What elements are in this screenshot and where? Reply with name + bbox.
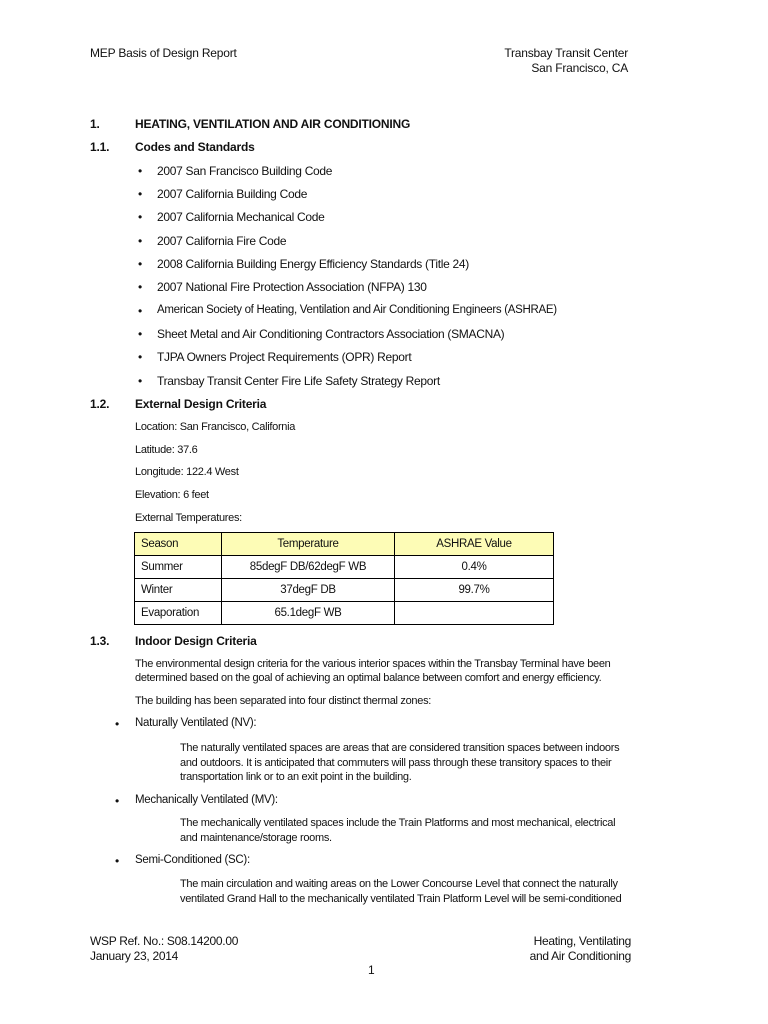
section-1-1-title: Codes and Standards [135,140,255,154]
list-item: 2008 California Building Energy Efficiency Standards (Title 24) [157,257,469,271]
thermal-zones-intro: The building has been separated into four distinct thermal zones: [135,695,432,707]
bullet-icon: • [138,350,143,364]
table-header-season: Season [135,533,222,556]
table-cell: 0.4% [395,556,554,579]
list-item: 2007 California Fire Code [157,234,287,248]
table-cell: 85degF DB/62degF WB [222,556,395,579]
table-header-ashrae-value: ASHRAE Value [395,533,554,556]
table-cell: Summer [135,556,222,579]
table-cell: 99.7% [395,579,554,602]
table-cell: Evaporation [135,602,222,625]
zone-description-sc: The main circulation and waiting areas on the Lower Concourse Level that connect the naturally ventilated Grand Hall to the mechanically ventilated Train Platform Level will be semi-conditioned [180,878,622,905]
list-item: American Society of Heating, Ventilation and Air Conditioning Engineers (ASHRAE) [157,304,557,316]
footer-section-name-line1: Heating, Ventilating [533,934,631,948]
section-1-title: HEATING, VENTILATION AND AIR CONDITIONING [135,117,411,131]
list-item: Sheet Metal and Air Conditioning Contractors Association (SMACNA) [157,327,505,341]
zone-description-mv: The mechanically ventilated spaces include the Train Platforms and most mechanical, electrical and maintenance/storage rooms. [180,817,616,844]
location-text: Location: San Francisco, California [135,421,296,433]
header-report-title: MEP Basis of Design Report [90,46,237,60]
bullet-icon: • [138,164,143,178]
elevation-text: Elevation: 6 feet [135,489,209,501]
table-header-row [135,533,554,556]
bullet-icon: • [138,210,143,224]
header-project [504,46,628,76]
table-header-temperature: Temperature [222,533,395,556]
footer-section-name-line2: and Air Conditioning [529,949,631,963]
table-row [135,556,554,579]
zone-label-sc: Semi-Conditioned (SC): [135,854,250,866]
bullet-icon: • [138,304,143,318]
section-1-1-number: 1.1. [90,140,110,154]
table-row [135,579,554,602]
list-item: 2007 National Fire Protection Association (NFPA) 130 [157,280,427,294]
external-temperatures-table [134,532,554,625]
zone-description-nv: The naturally ventilated spaces are areas that are considered transition spaces between indoors and outdoors. It is anticipated that commuters will pass through these transitory spaces to their transportation link or to an exit point in the building. [180,742,620,783]
footer-date: January 23, 2014 [90,949,178,963]
bullet-icon: • [138,327,143,341]
list-item: 2007 California Mechanical Code [157,210,325,224]
page-number: 1 [368,963,375,977]
latitude-text: Latitude: 37.6 [135,444,198,456]
footer-reference-number: WSP Ref. No.: S08.14200.00 [90,934,239,948]
zone-label-nv: Naturally Ventilated (NV): [135,717,257,729]
section-1-2-number: 1.2. [90,397,110,411]
header-project-location: San Francisco, CA [531,61,628,75]
zone-label-mv: Mechanically Ventilated (MV): [135,794,278,806]
list-item: 2007 California Building Code [157,187,308,201]
table-cell: 37degF DB [222,579,395,602]
list-item: 2007 San Francisco Building Code [157,164,333,178]
section-1-3-title: Indoor Design Criteria [135,634,257,648]
external-temperatures-label: External Temperatures: [135,512,242,524]
list-item: TJPA Owners Project Requirements (OPR) Report [157,350,412,364]
bullet-icon: • [115,717,120,731]
table-cell: 65.1degF WB [222,602,395,625]
table-row [135,602,554,625]
table-cell: Winter [135,579,222,602]
longitude-text: Longitude: 122.4 West [135,466,239,478]
bullet-icon: • [138,280,143,294]
section-1-3-number: 1.3. [90,634,110,648]
bullet-icon: • [115,794,120,808]
bullet-icon: • [138,187,143,201]
header-project-name: Transbay Transit Center [504,46,628,60]
section-1-2-title: External Design Criteria [135,397,267,411]
section-1-number: 1. [90,117,100,131]
bullet-icon: • [138,257,143,271]
list-item: Transbay Transit Center Fire Life Safety Strategy Report [157,374,440,388]
bullet-icon: • [138,374,143,388]
indoor-criteria-paragraph: The environmental design criteria for the various interior spaces within the Transbay Terminal have been determined based on the goal of achieving an optimal balance between comfort and energy efficiency. [135,658,611,684]
footer-right [530,934,631,964]
bullet-icon: • [115,854,120,868]
table-cell [395,602,554,625]
footer-left [90,934,238,964]
bullet-icon: • [138,234,143,248]
